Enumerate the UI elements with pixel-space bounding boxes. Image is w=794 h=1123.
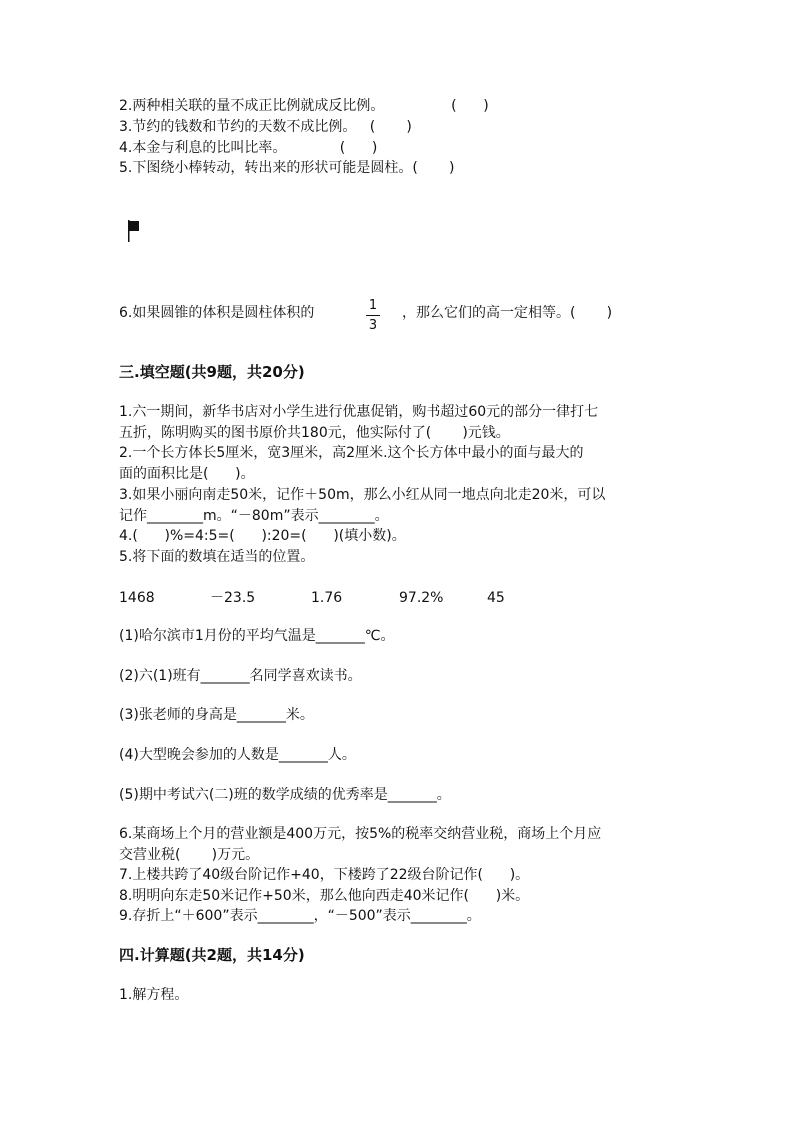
- fill-line: 5.将下面的数填在适当的位置。: [119, 549, 315, 565]
- fraction-numerator: 1: [368, 298, 378, 313]
- flag-on-stick-figure: [127, 220, 141, 242]
- tf-item-6-text: 6.如果圆锥的体积是圆柱体积的: [119, 305, 315, 321]
- fill-line: 8.明明向东走50米记作+50米，那么他向西走40米记作( )米。: [119, 888, 530, 904]
- number-item: 1.76: [311, 590, 343, 606]
- number-item: 1468: [119, 590, 155, 606]
- fraction-denominator: 3: [368, 318, 378, 333]
- fill-line: 3.如果小丽向南走50米，记作＋50m，那么小红从同一地点向北走20米，可以: [119, 487, 606, 503]
- tf-item-5: 5.下图绕小棒转动，转出来的形状可能是圆柱。( ): [119, 160, 455, 176]
- number-item: 45: [487, 590, 505, 606]
- fraction-one-third: [366, 298, 380, 333]
- fraction-bar: [366, 315, 380, 316]
- sub-question: (3)张老师的身高是_______米。: [119, 707, 314, 723]
- section-title-calculation: 四.计算题(共2题，共14分): [119, 946, 305, 964]
- number-item: －23.5: [210, 590, 256, 606]
- fill-line: 7.上楼共跨了40级台阶记作+40，下楼跨了22级台阶记作( )。: [119, 867, 530, 883]
- tf-item-4: 4.本金与利息的比叫比率。 ( ): [119, 140, 378, 156]
- fill-line: 6.某商场上个月的营业额是400万元，按5%的税率交纳营业税，商场上个月应: [119, 826, 602, 842]
- sub-question: (5)期中考试六(二)班的数学成绩的优秀率是_______。: [119, 787, 451, 803]
- fill-line: 记作________m。“－80m”表示________。: [119, 508, 389, 524]
- fill-line: 9.存折上“＋600”表示________，“－500”表示________。: [119, 908, 481, 924]
- fill-line: 五折，陈明购买的图书原价共180元，他实际付了( )元钱。: [119, 425, 510, 441]
- sub-question: (2)六(1)班有_______名同学喜欢读书。: [119, 668, 362, 684]
- fill-line: 2.一个长方体长5厘米，宽3厘米，高2厘米.这个长方体中最小的面与最大的: [119, 445, 584, 461]
- fill-line: 1.六一期间，新华书店对小学生进行优惠促销，购书超过60元的部分一律打七: [119, 404, 599, 420]
- calc-line: 1.解方程。: [119, 987, 189, 1003]
- section-title-fill-blank: 三.填空题(共9题，共20分): [119, 363, 305, 381]
- sub-question: (4)大型晚会参加的人数是_______人。: [119, 747, 356, 763]
- sub-question: (1)哈尔滨市1月份的平均气温是_______℃。: [119, 628, 395, 644]
- fill-line: 面的面积比是( )。: [119, 466, 255, 482]
- tf-item-2: 2.两种相关联的量不成正比例就成反比例。 ( ): [119, 98, 489, 114]
- number-item: 97.2%: [399, 590, 444, 606]
- fill-line: 4.( )%=4:5=( ):20=( )(填小数)。: [119, 528, 406, 544]
- fill-line: 交营业税( )万元。: [119, 847, 260, 863]
- tf-item-3: 3.节约的钱数和节约的天数不成比例。 ( ): [119, 119, 412, 135]
- tf-item-6-text-after: ，那么它们的高一定相等。( ): [402, 305, 613, 321]
